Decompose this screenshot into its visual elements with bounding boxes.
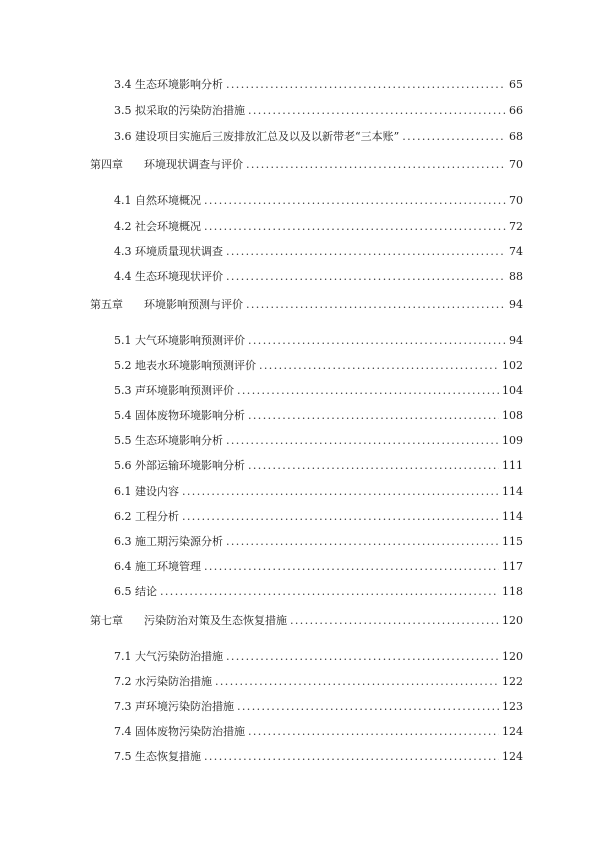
leader-dots xyxy=(182,510,499,524)
leader-dots xyxy=(248,725,499,739)
toc-entry-title: 7.1 大气污染防治措施 xyxy=(114,650,223,663)
toc-entry[interactable] xyxy=(114,130,523,144)
leader-dots xyxy=(204,750,499,764)
toc-entry[interactable] xyxy=(114,510,523,524)
toc-page-number: 94 xyxy=(509,334,523,347)
toc-page-number: 114 xyxy=(502,510,523,523)
toc-page-number: 66 xyxy=(509,104,523,117)
toc-page-number: 111 xyxy=(502,459,523,472)
toc-entry[interactable] xyxy=(114,384,523,398)
toc-entry-title: 7.3 声环境污染防治措施 xyxy=(114,700,234,713)
toc-entry[interactable] xyxy=(114,78,523,92)
toc-entry[interactable] xyxy=(114,725,523,739)
toc-entry[interactable] xyxy=(114,700,523,714)
toc-entry-title: 5.6 外部运输环境影响分析 xyxy=(114,459,245,472)
toc-entry[interactable] xyxy=(114,585,523,599)
leader-dots xyxy=(215,675,499,689)
toc-page-number: 108 xyxy=(502,409,523,422)
toc-page-number: 88 xyxy=(509,270,523,283)
chapter-title: 环境影响预测与评价 xyxy=(144,298,243,311)
leader-dots xyxy=(248,104,506,118)
toc-entry[interactable] xyxy=(114,194,523,208)
toc-entry-title: 7.4 固体废物污染防治措施 xyxy=(114,725,245,738)
toc-entry-title: 6.2 工程分析 xyxy=(114,510,179,523)
toc-entry-title: 5.1 大气环境影响预测评价 xyxy=(114,334,245,347)
toc-entry[interactable] xyxy=(114,535,523,549)
toc-page-number: 123 xyxy=(502,700,523,713)
toc-entry-title: 3.4 生态环境影响分析 xyxy=(114,78,223,91)
leader-dots xyxy=(290,614,499,628)
leader-dots xyxy=(246,158,506,172)
toc-page-number: 102 xyxy=(502,359,523,372)
toc-page-number: 70 xyxy=(509,194,523,207)
toc-page-number: 118 xyxy=(502,585,523,598)
toc-page-number: 114 xyxy=(502,485,523,498)
leader-dots xyxy=(204,560,499,574)
leader-dots xyxy=(160,585,499,599)
leader-dots xyxy=(248,409,499,423)
toc-entry-title: 7.5 生态恢复措施 xyxy=(114,750,201,763)
toc-entry-title: 4.1 自然环境概况 xyxy=(114,194,201,207)
toc-entry-title: 6.1 建设内容 xyxy=(114,485,179,498)
toc-entry[interactable] xyxy=(114,245,523,259)
toc-entry[interactable] xyxy=(114,675,523,689)
leader-dots xyxy=(248,334,506,348)
toc-entry[interactable] xyxy=(114,359,523,373)
toc-page-number: 117 xyxy=(502,560,523,573)
toc-page-number: 104 xyxy=(502,384,523,397)
toc-page-number: 124 xyxy=(502,725,523,738)
toc-entry-title: 7.2 水污染防治措施 xyxy=(114,675,212,688)
toc-entry[interactable] xyxy=(114,485,523,499)
toc-entry[interactable] xyxy=(114,270,523,284)
leader-dots xyxy=(204,220,506,234)
toc-page-number: 124 xyxy=(502,750,523,763)
toc-chapter-entry[interactable] xyxy=(90,158,523,172)
toc-entry[interactable] xyxy=(114,750,523,764)
toc-entry-title: 5.3 声环境影响预测评价 xyxy=(114,384,234,397)
toc-page-number: 70 xyxy=(509,158,523,171)
leader-dots xyxy=(226,650,499,664)
toc-page-number: 65 xyxy=(509,78,523,91)
leader-dots xyxy=(204,194,506,208)
leader-dots xyxy=(237,700,499,714)
toc-entry-title: 6.3 施工期污染源分析 xyxy=(114,535,223,548)
toc-entry-title: 6.5 结论 xyxy=(114,585,157,598)
toc-page-number: 115 xyxy=(502,535,523,548)
leader-dots xyxy=(259,359,499,373)
toc-entry[interactable] xyxy=(114,334,523,348)
toc-chapter-entry[interactable] xyxy=(90,298,523,312)
toc-page-number: 120 xyxy=(502,614,523,627)
toc-entry-title: 3.6 建设项目实施后三废排放汇总及以及以新带老“三本账” xyxy=(114,130,400,143)
toc-entry[interactable] xyxy=(114,560,523,574)
chapter-number: 第五章 xyxy=(90,298,123,311)
toc-entry-title: 4.4 生态环境现状评价 xyxy=(114,270,223,283)
toc-entry[interactable] xyxy=(114,650,523,664)
leader-dots xyxy=(226,535,499,549)
leader-dots xyxy=(246,298,506,312)
toc-entry[interactable] xyxy=(114,409,523,423)
leader-dots xyxy=(226,434,499,448)
toc-entry[interactable] xyxy=(114,434,523,448)
toc-entry-title: 5.2 地表水环境影响预测评价 xyxy=(114,359,256,372)
toc-page-number: 68 xyxy=(509,130,523,143)
leader-dots xyxy=(248,459,499,473)
leader-dots xyxy=(226,78,506,92)
chapter-number: 第七章 xyxy=(90,614,123,627)
leader-dots xyxy=(226,245,506,259)
toc-entry-title: 5.5 生态环境影响分析 xyxy=(114,434,223,447)
toc-page-number: 120 xyxy=(502,650,523,663)
toc-entry[interactable] xyxy=(114,220,523,234)
chapter-number: 第四章 xyxy=(90,158,123,171)
chapter-title: 污染防治对策及生态恢复措施 xyxy=(144,614,287,627)
leader-dots xyxy=(182,485,499,499)
toc-page-number: 109 xyxy=(502,434,523,447)
toc-entry-title: 5.4 固体废物环境影响分析 xyxy=(114,409,245,422)
toc-entry-title: 4.3 环境质量现状调查 xyxy=(114,245,223,258)
leader-dots xyxy=(237,384,499,398)
toc-page-number: 122 xyxy=(502,675,523,688)
toc-entry-title: 3.5 拟采取的污染防治措施 xyxy=(114,104,245,117)
toc-entry-title: 4.2 社会环境概况 xyxy=(114,220,201,233)
toc-page-number: 74 xyxy=(509,245,523,258)
toc-chapter-entry[interactable] xyxy=(90,614,523,628)
leader-dots xyxy=(402,130,506,144)
toc-entry[interactable] xyxy=(114,104,523,118)
toc-entry[interactable] xyxy=(114,459,523,473)
chapter-title: 环境现状调查与评价 xyxy=(144,158,243,171)
toc-page-number: 72 xyxy=(509,220,523,233)
toc-entry-title: 6.4 施工环境管理 xyxy=(114,560,201,573)
leader-dots xyxy=(226,270,506,284)
toc-page-number: 94 xyxy=(509,298,523,311)
